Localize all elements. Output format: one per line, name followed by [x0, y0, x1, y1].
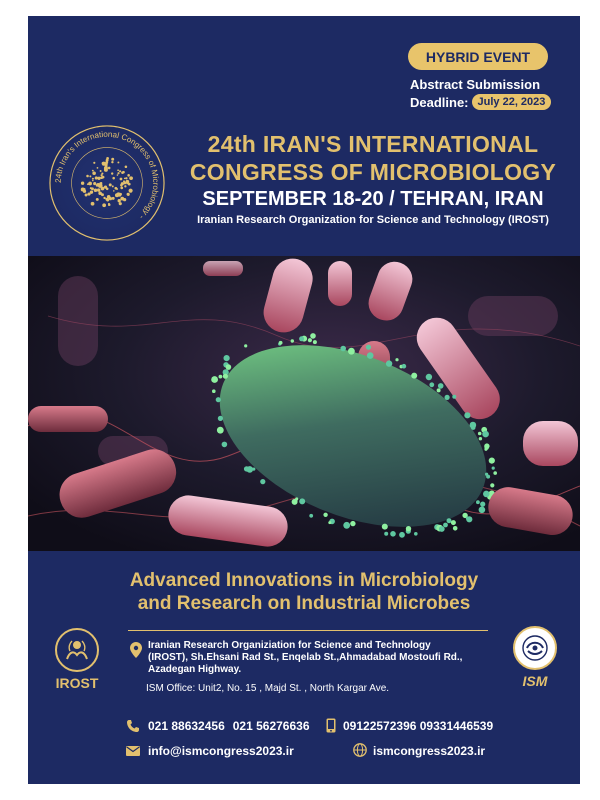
phone-icon: [126, 719, 140, 733]
bacteria-cilium: [489, 458, 495, 464]
seal-dot: [93, 182, 96, 185]
seal-dot: [86, 175, 89, 178]
tagline-line-2: and Research on Industrial Microbes: [137, 593, 471, 614]
mobile-icon: [326, 718, 336, 738]
seal-dot: [124, 185, 126, 187]
seal-dot: [111, 158, 114, 161]
email-row: [126, 744, 294, 758]
seal-dot: [111, 172, 113, 174]
bacteria-cilium: [480, 502, 485, 507]
bacteria-cilium: [299, 336, 304, 341]
seal-dot: [106, 188, 109, 191]
bacteria-cilium: [340, 346, 346, 352]
bacteria-cilium: [323, 513, 327, 517]
bacteria-cilium: [453, 526, 458, 531]
email-address[interactable]: info@ismcongress2023.ir: [148, 744, 294, 758]
bacteria-cilium: [426, 374, 432, 380]
bacteria-cilium: [222, 442, 228, 448]
event-dates: SEPTEMBER 18-20 / TEHRAN, IRAN: [202, 188, 544, 210]
bacteria-cilium: [218, 416, 223, 421]
address-line-2: (IROST), Sh.Ehsani Rad St., Enqelab St.,Ahmadabad Mostoufi Rd.,: [148, 652, 463, 663]
bacteria-cilium: [470, 422, 477, 429]
email-icon: [126, 746, 140, 756]
seal-dot: [125, 165, 128, 168]
bacteria-cilium: [292, 499, 298, 505]
seal-dot: [112, 185, 114, 187]
seal-dot: [101, 193, 104, 196]
seal-dot: [113, 190, 115, 192]
seal-dot: [118, 199, 121, 202]
address-line-1: Iranian Research Organiziation for Science and Technology: [148, 640, 431, 651]
bacteria-cilium: [486, 475, 490, 479]
bacteria-cilium: [479, 507, 486, 514]
seal-dot: [91, 202, 95, 206]
bacteria-cilium: [452, 395, 456, 399]
seal-dot: [109, 198, 111, 200]
bacteria-cilium: [366, 345, 371, 350]
seal-dot: [92, 170, 94, 172]
website-link[interactable]: ismcongress2023.ir: [373, 744, 486, 758]
bacteria-cilium: [429, 382, 434, 387]
seal-dot: [121, 182, 124, 185]
organizer-line: Iranian Research Organization for Science and Technology (IROST): [197, 214, 549, 226]
address-row: [130, 640, 490, 676]
bacteria-cilium: [482, 431, 489, 438]
bacteria-cilium: [399, 532, 405, 538]
bacteria-cilium: [384, 532, 388, 536]
bacteria-cilium: [390, 531, 396, 537]
seal-dot: [89, 175, 91, 177]
seal-dot: [128, 194, 130, 196]
seal-dot: [127, 181, 129, 183]
seal-dot: [98, 183, 102, 187]
bacteria-cilium: [343, 522, 350, 529]
seal-dot: [111, 161, 113, 163]
seal-dot: [105, 163, 108, 166]
gold-divider: [128, 630, 488, 631]
congress-seal-logo: [48, 124, 166, 242]
bacteria-cilium: [308, 338, 312, 342]
seal-dot: [129, 176, 133, 180]
seal-dot: [112, 197, 115, 200]
seal-dot: [125, 177, 127, 179]
seal-dot: [95, 176, 98, 179]
bacteria-cilium: [414, 532, 418, 536]
address-text: [148, 640, 462, 676]
seal-ring-text: 24th Iran's International Congress of Microbiology -: [53, 129, 161, 222]
deadline-label: Deadline:: [410, 94, 469, 110]
seal-dot: [83, 190, 86, 193]
bacteria-cilium: [299, 498, 305, 504]
irost-label: IROST: [55, 675, 99, 691]
seal-dot: [120, 197, 124, 201]
bacteria-cilium: [223, 374, 228, 379]
bacteria-cilium: [395, 358, 398, 361]
bacteria-cilium: [464, 412, 470, 418]
seal-dot: [117, 172, 119, 174]
irost-emblem-icon: [55, 628, 99, 672]
bacteria-cilium: [224, 355, 230, 361]
bacteria-cilium: [445, 395, 450, 400]
seal-dot: [100, 170, 102, 172]
ism-label: ISM: [522, 673, 548, 689]
seal-dot: [92, 178, 94, 180]
bacteria-cilium: [478, 432, 482, 436]
mobile-numbers[interactable]: 09122572396 09331446539: [343, 719, 494, 733]
seal-dot: [93, 162, 95, 164]
seal-dot: [92, 180, 94, 182]
congress-poster: [28, 16, 580, 784]
deadline-date: July 22, 2023: [472, 94, 552, 110]
irost-logo: [42, 628, 112, 691]
seal-dot: [122, 171, 125, 174]
seal-dot: [96, 198, 99, 201]
seal-dot: [115, 193, 119, 197]
bacteria-cilium: [309, 514, 313, 518]
tagline-line-1: Advanced Innovations in Microbiology: [129, 570, 479, 591]
bacteria-cilium: [386, 360, 392, 366]
map-pin-icon: [130, 642, 144, 676]
bacteria-cilium: [219, 375, 223, 379]
seal-dot: [90, 190, 93, 193]
phone-number-1[interactable]: 021 88632456: [148, 719, 225, 733]
bacteria-cilium: [226, 364, 232, 370]
seal-dot: [85, 194, 88, 197]
seal-dot: [97, 167, 99, 169]
bacteria-cilium: [437, 388, 441, 392]
seal-dot: [126, 183, 128, 185]
bacteria-cilium: [350, 521, 355, 526]
bacteria-cilium: [382, 524, 388, 530]
seal-dot: [117, 174, 119, 176]
bacteria-cilium: [411, 373, 417, 379]
bacteria-cilium: [217, 427, 224, 434]
seal-dot: [119, 202, 122, 205]
seal-dot: [117, 169, 119, 171]
deadline-row: [410, 94, 551, 110]
seal-dot: [109, 183, 112, 186]
seal-dot: [120, 178, 123, 181]
seal-dot: [108, 204, 110, 206]
seal-dot: [108, 167, 111, 170]
seal-dot: [123, 182, 126, 185]
seal-dot: [120, 187, 123, 190]
seal-dot: [102, 203, 106, 207]
bacteria-cilium: [313, 340, 317, 344]
bacteria-hero-image: [28, 256, 580, 551]
seal-dot: [94, 172, 96, 174]
seal-dot: [91, 187, 94, 190]
seal-dot: [97, 188, 100, 191]
bacteria-cilium: [484, 446, 488, 450]
seal-dot: [117, 161, 119, 163]
bacteria-cilium: [212, 389, 216, 393]
address-line-3: Azadegan Highway.: [148, 664, 242, 675]
bacteria-cilium: [490, 483, 494, 487]
office-address: ISM Office: Unit2, No. 15 , Majd St. , North Kargar Ave.: [146, 683, 390, 694]
seal-dot: [96, 184, 99, 187]
bacteria-cilium: [211, 376, 218, 383]
seal-dot: [81, 182, 84, 185]
bacteria-cilium: [328, 521, 331, 524]
bacteria-cilium: [244, 344, 247, 347]
bacteria-cilium: [252, 468, 255, 471]
bacteria-cilium: [492, 467, 495, 470]
seal-dot: [129, 189, 133, 193]
bacteria-cilium: [367, 352, 374, 359]
bacteria-cilium: [493, 471, 497, 475]
bacteria-cilium: [291, 339, 294, 342]
seal-dot: [100, 176, 103, 179]
bacteria-cilium: [260, 479, 265, 484]
title-line-2: CONGRESS OF MICROBIOLOGY: [189, 159, 557, 185]
bacteria-cilium: [348, 348, 355, 355]
bacteria-cilium: [483, 491, 490, 498]
seal-dot: [101, 172, 103, 174]
title-line-1: 24th IRAN'S INTERNATIONAL: [207, 131, 539, 157]
bacteria-cilium: [402, 364, 407, 369]
seal-dot: [106, 157, 109, 160]
seal-dot: [103, 197, 105, 199]
ism-logo: [500, 626, 570, 689]
bacteria-cilium: [216, 397, 221, 402]
bacteria-cilium: [244, 466, 249, 471]
seal-dot: [119, 170, 121, 172]
bacteria-cilium: [279, 341, 283, 345]
globe-icon: [353, 743, 367, 762]
bacteria-cilium: [447, 518, 452, 523]
bacteria-cilium: [443, 523, 448, 528]
seal-dot: [105, 198, 108, 201]
bacteria-cilium: [406, 526, 411, 531]
seal-dot: [104, 186, 106, 188]
seal-dot: [127, 174, 130, 177]
seal-dot: [112, 177, 115, 180]
abstract-submission-text: Abstract Submission: [410, 77, 541, 92]
bacteria-cilium: [439, 526, 445, 532]
bacteria-cilium: [310, 333, 316, 339]
phone-number-2[interactable]: 021 56276636: [232, 719, 310, 733]
seal-dot: [94, 189, 98, 193]
bacteria-cilium: [438, 383, 444, 389]
seal-dot: [116, 188, 118, 190]
bacteria-cilium: [466, 516, 472, 522]
bacteria-cilium: [476, 500, 480, 504]
ism-emblem-icon: [513, 626, 557, 670]
hybrid-event-badge: HYBRID EVENT: [408, 43, 548, 70]
phone-row: [126, 719, 310, 733]
seal-dot: [97, 177, 100, 180]
bacteria-cilium: [451, 520, 456, 525]
bacteria-cilium: [479, 437, 482, 440]
seal-dot: [88, 182, 92, 186]
